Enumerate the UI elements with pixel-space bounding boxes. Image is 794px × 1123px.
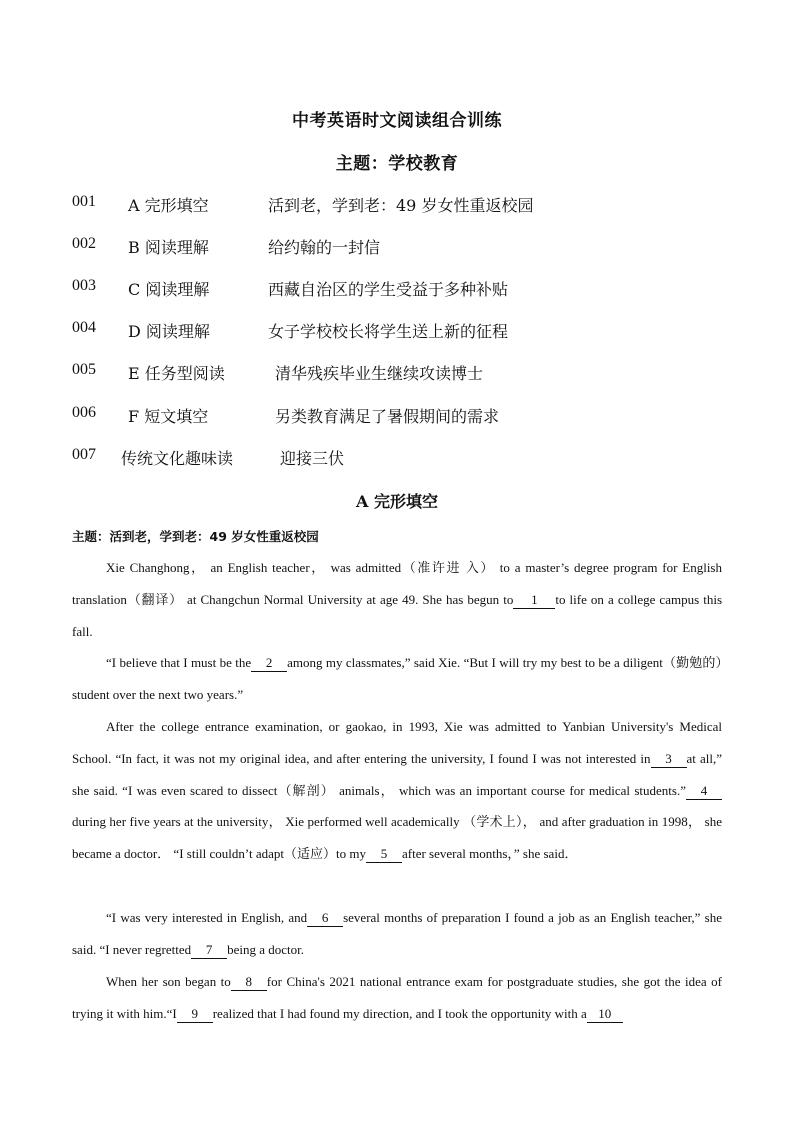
toc-type: F 短文填空 xyxy=(128,407,209,426)
toc-type: E 任务型阅读 xyxy=(128,364,225,383)
paragraph-text: After the college entrance examination, or gaokao, in 1993, Xie was admitted to Yanbian University's Medical School. “In fact, it was not my original idea, and after entering the university, I found I was not interested in xyxy=(72,719,722,766)
blank-1: 1 xyxy=(513,592,555,609)
blank-4: 4 xyxy=(686,783,722,800)
toc-topic: 西藏自治区的学生受益于多种补贴 xyxy=(268,280,509,299)
toc-number: 001 xyxy=(72,193,96,210)
paragraph-text: being a doctor. xyxy=(227,941,305,957)
toc-topic: 迎接三伏 xyxy=(280,449,345,468)
paragraph-text: realized that I had found my direction, and I took the opportunity with a xyxy=(212,1005,587,1021)
toc-topic: 女子学校校长将学生送上新的征程 xyxy=(268,322,509,341)
toc-topic: 清华残疾毕业生继续攻读博士 xyxy=(275,364,484,383)
toc-number: 006 xyxy=(72,404,96,421)
subtitle: 主题：学校教育 xyxy=(335,154,459,174)
paragraph xyxy=(72,966,722,1030)
toc-topic: 活到老，学到老：49 岁女性重返校园 xyxy=(268,196,534,215)
main-title: 中考英语时文阅读组合训练 xyxy=(292,111,502,131)
section-title: A 完形填空 xyxy=(356,492,438,511)
blank-2: 2 xyxy=(251,655,287,672)
blank-8: 8 xyxy=(231,974,267,991)
toc-number: 002 xyxy=(72,235,96,252)
toc-type: C 阅读理解 xyxy=(128,280,210,299)
paragraph-text: “I believe that I must be the xyxy=(106,655,252,670)
paragraph-text: to life on a college campus this fall. xyxy=(72,591,723,639)
blank-6: 6 xyxy=(307,910,343,927)
paragraph-text: among my classmates,” said Xie. “But I will try my best to be a diligent（勤勉的）student over the next two years.” xyxy=(72,655,723,702)
paragraph-text: several months of preparation I found a job as an English teacher,” she said. “I never regretted xyxy=(72,910,722,957)
paragraph-text: after several months，” she said． xyxy=(402,846,578,862)
paragraph-text: at all,” she said. “I was even scared to dissect（解剖） animals， which was an important course for medical students.” xyxy=(72,750,722,798)
blank-9: 9 xyxy=(177,1006,213,1023)
paragraph xyxy=(72,902,722,966)
section-topic: 主题：活到老，学到老：49 岁女性重返校园 xyxy=(72,529,319,544)
paragraph-text: “I was very interested in English, and xyxy=(106,910,308,925)
toc-number: 007 xyxy=(72,446,96,463)
toc-type: A 完形填空 xyxy=(128,196,209,215)
toc-type: D 阅读理解 xyxy=(128,322,210,341)
toc-number: 003 xyxy=(72,277,96,294)
toc-type: B 阅读理解 xyxy=(128,238,209,257)
paragraph xyxy=(72,647,722,711)
blank-3: 3 xyxy=(651,751,687,768)
toc-number: 004 xyxy=(72,319,96,336)
paragraph-text: Xie Changhong， an English teacher， was admitted（准许进 入） to a master’s degree program for English translation（翻译） at Changchun Normal University at age 49. She has begun to xyxy=(72,560,722,607)
paragraph-text: When her son began to xyxy=(106,974,231,989)
blank-10: 10 xyxy=(587,1006,623,1023)
toc-topic: 另类教育满足了暑假期间的需求 xyxy=(275,407,500,426)
paragraph-text: for China's 2021 national entrance exam for postgraduate studies, she got the idea of trying it with him.“I xyxy=(72,974,722,1021)
paragraph xyxy=(72,552,722,647)
toc-topic: 给约翰的一封信 xyxy=(268,238,381,257)
paragraph xyxy=(72,711,722,870)
blank-7: 7 xyxy=(191,942,227,959)
toc-type: 传统文化趣味读 xyxy=(121,449,234,468)
blank-5: 5 xyxy=(366,846,402,863)
toc-number: 005 xyxy=(72,361,96,378)
paragraph-text: during her five years at the university， Xie performed well academically （学术上）， and after graduation in 1998， she became a doctor． “I still couldn’t adapt（适应）to my xyxy=(72,814,722,862)
